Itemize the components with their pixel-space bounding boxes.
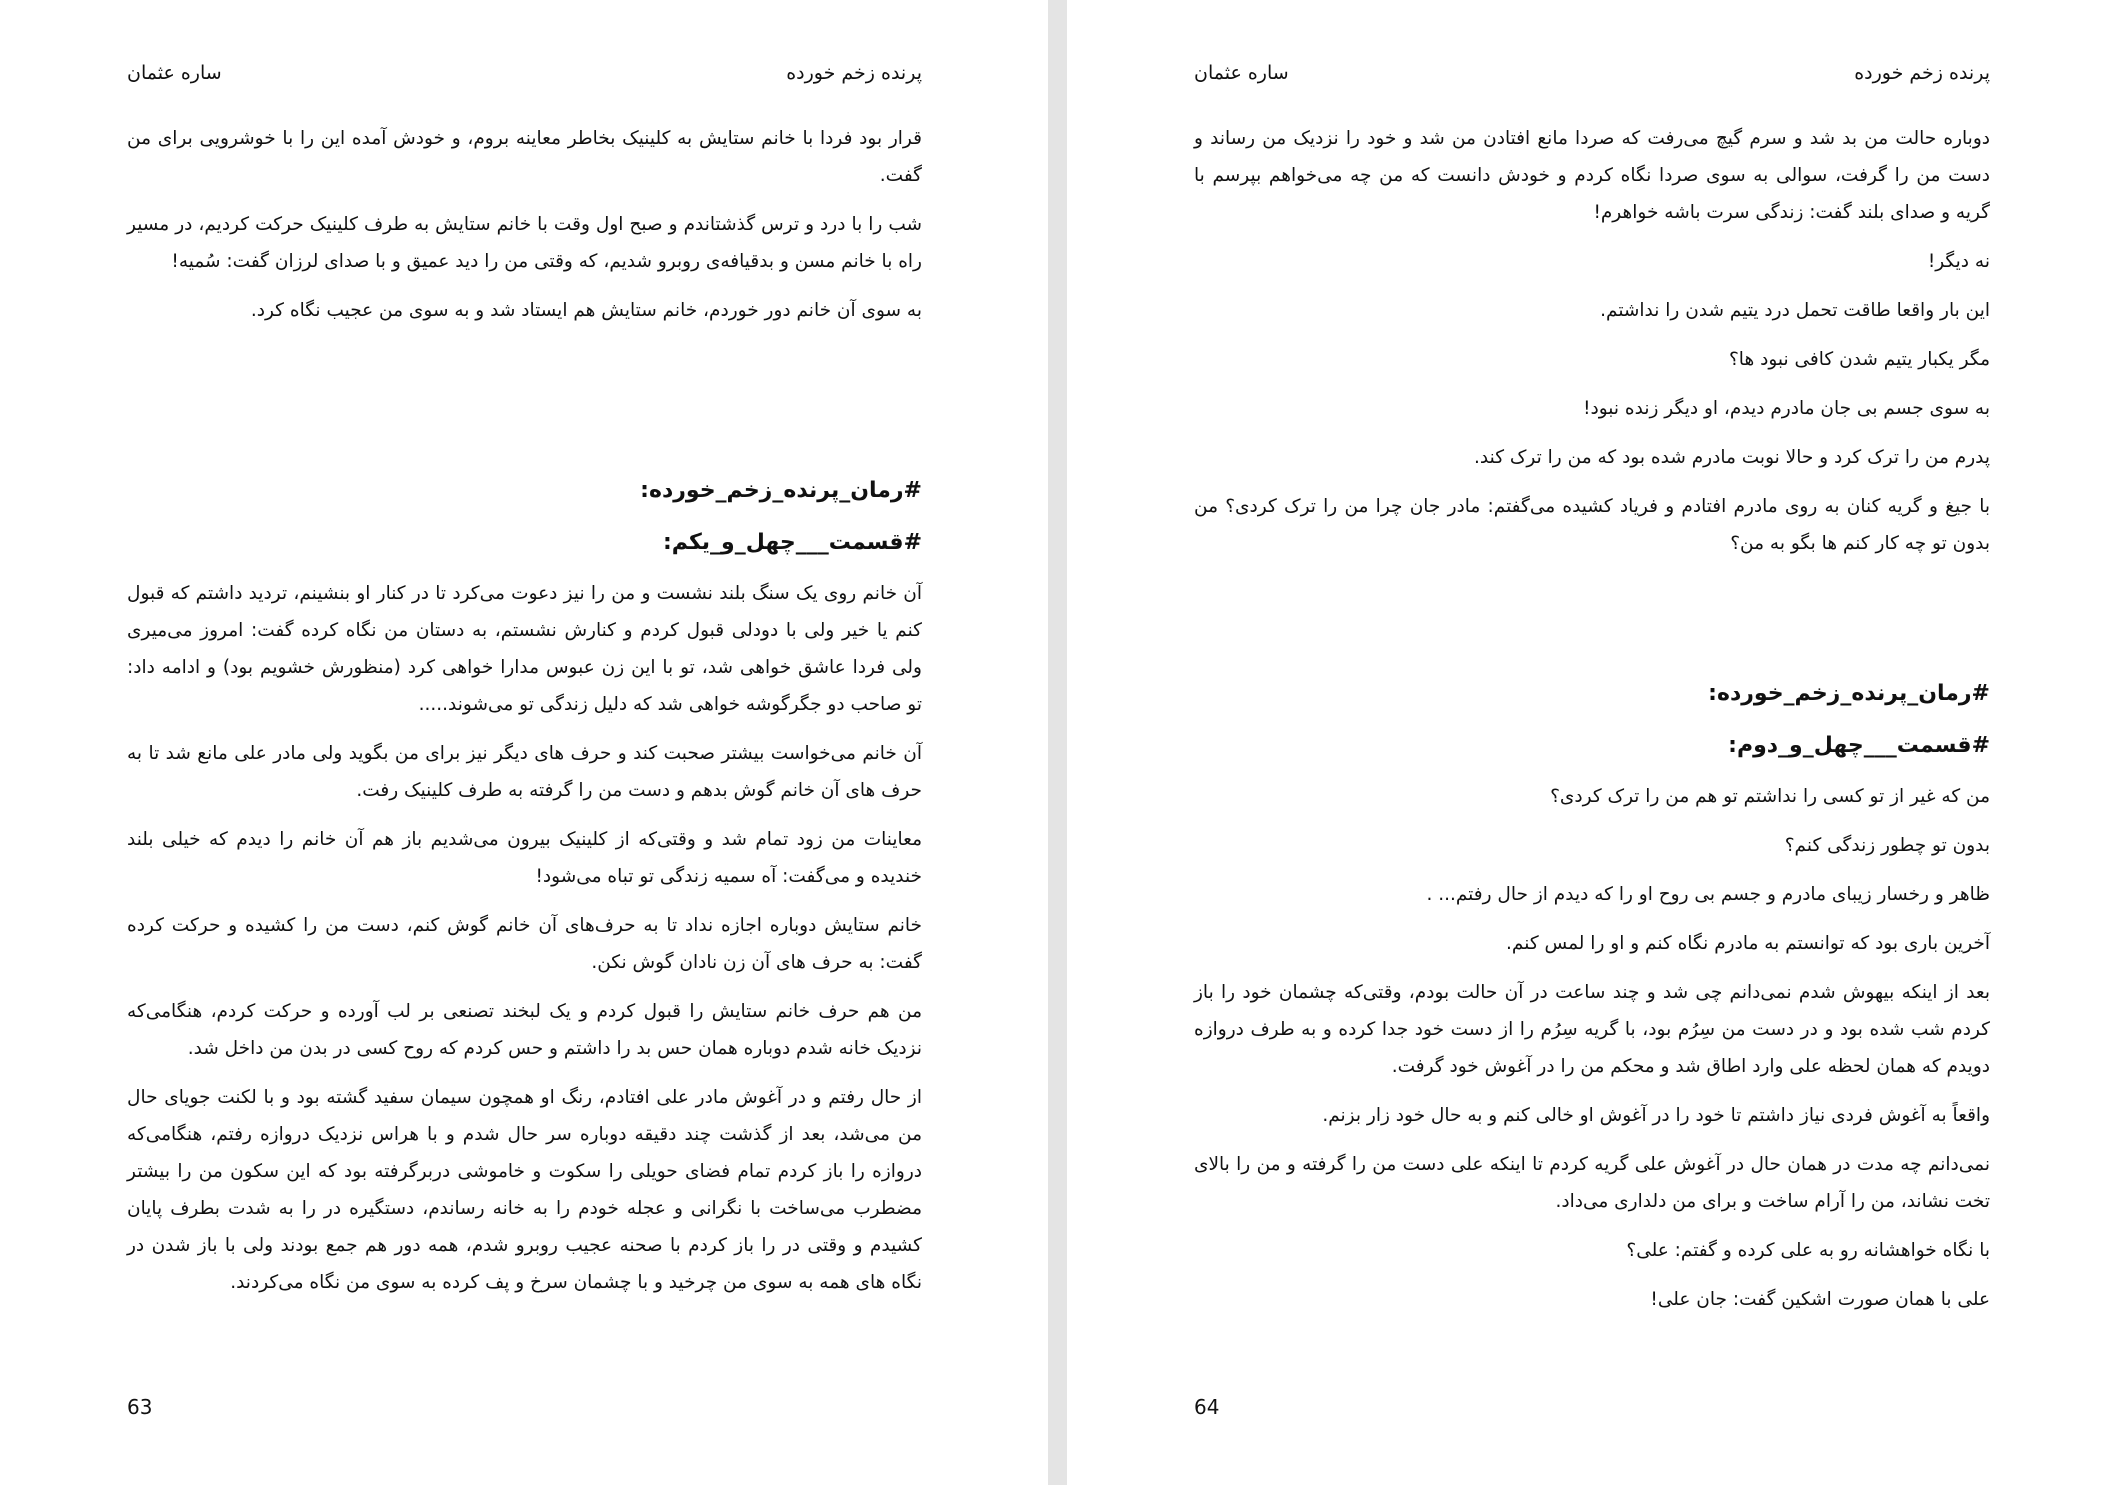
paragraph: آن خانم روی یک سنگ بلند نشست و من را نیز دعوت می‌کرد تا در کنار او بنشینم، تردید داشتم که قبول کنم یا خیر ولی با دودلی قبول کردم و کنارش نشستم، به دستان من نگاه کرده گفت: امروز می‌میری ولی فردا عاشق خواهی شد، تو با این زن عبوس مدارا خواهی کرد (منظورش خشویم بود) و ادامه داد: تو صاحب دو جگرگوشه خواهی شد که دلیل زندگی تو می‌شوند..... — [127, 583, 922, 715]
page-body — [127, 120, 922, 1313]
author-name: ساره عثمان — [1194, 62, 1289, 84]
book-title: پرنده زخم خورده — [1854, 62, 1990, 84]
paragraph: قرار بود فردا با خانم ستایش به کلینیک بخاطر معاینه بروم، و خودش آمده این را با خوشرویی برای من گفت. — [127, 128, 922, 186]
paragraph: بدون تو چطور زندگی کنم؟ — [1784, 835, 1990, 856]
paragraph: خانم ستایش دوباره اجازه نداد تا به حرف‌های آن خانم گوش کنم، دست من را کشیده و حرکت کرده گفت: به حرف های آن زن نادان گوش نکن. — [127, 915, 922, 973]
novel-heading: #رمان_پرنده_زخم_خورده: — [640, 478, 922, 503]
author-name: ساره عثمان — [127, 62, 222, 84]
paragraph: بعد از اینکه بیهوش شدم نمی‌دانم چی شد و چند ساعت در آن حالت بودم، وقتی‌که چشمان خود را باز کردم شب شده بود و در دست من سِرُم بود، با گریه سِرُم را از دست خود جدا کرده و به طرف دروازه دویدم که همان لحظه علی وارد اطاق شد و محکم من را در آغوش خود گرفت. — [1194, 982, 1990, 1077]
novel-heading: #رمان_پرنده_زخم_خورده: — [1708, 681, 1990, 706]
page-number: 64 — [1194, 1395, 1220, 1419]
page-left — [0, 0, 1048, 1485]
paragraph: به سوی جسم بی جان مادرم دیدم، او دیگر زنده نبود! — [1583, 398, 1990, 419]
paragraph: نمی‌دانم چه مدت در همان حال در آغوش علی گریه کردم تا اینکه علی دست من را گرفته و من را بالای تخت نشاند، من را آرام ساخت و برای من دلداری می‌داد. — [1194, 1154, 1990, 1212]
paragraph: از حال رفتم و در آغوش مادر علی افتادم، رنگ او همچون سیمان سفید گشته بود و با لکنت جویای حال من می‌شد، بعد از گذشت چند دقیقه دوباره سر حال شدم و با هراس نزدیک دروازه رفتم، هنگامی‌که دروازه را باز کردم تمام فضای حویلی را سکوت و خاموشی دربرگرفته بود که این سکون من را بیشتر مضطرب می‌ساخت با نگرانی و عجله خودم را به خانه رساندم، دستگیره در را به شدت بطرف پایان کشیدم و وقتی در را باز کردم با صحنه عجیب روبرو شدم، همه دور هم جمع بودند ولی با باز شدن در نگاه های همه به سوی من چرخید و با چشمان سرخ و پف کرده به سوی من نگاه می‌کردند. — [127, 1087, 922, 1293]
paragraph: واقعاً به آغوش فردی نیاز داشتم تا خود را در آغوش او خالی کنم و به حال خود زار بزنم. — [1322, 1105, 1990, 1126]
part-heading: #قسمت___چهل_و_یکم: — [662, 530, 922, 555]
paragraph: مگر یکبار یتیم شدن کافی نبود ها؟ — [1728, 349, 1990, 370]
paragraph: دوباره حالت من بد شد و سرم گیچ می‌رفت که صردا مانع افتادن من شد و خود را نزدیک من رساند و دست من را گرفت، سوالی به سوی صردا نگاه کردم و خودش دانست که من چه می‌خواهم بپرسم با گریه و صدای بلند گفت: زندگی سرت باشه خواهرم! — [1194, 128, 1990, 223]
page-number: 63 — [127, 1395, 153, 1419]
paragraph: با جیغ و گریه کنان به روی مادرم افتادم و فریاد کشیده می‌گفتم: مادر جان چرا من را ترک کردی؟ من بدون تو چه کار کنم ها بگو به من؟ — [1194, 496, 1990, 554]
paragraph: علی با همان صورت اشکین گفت: جان علی! — [1650, 1289, 1990, 1310]
paragraph: آخرین باری بود که توانستم به مادرم نگاه کنم و او را لمس کنم. — [1506, 933, 1990, 954]
part-heading: #قسمت___چهل_و_دوم: — [1728, 733, 1990, 758]
page-body — [1194, 120, 1990, 1330]
paragraph: این بار واقعا طاقت تحمل درد یتیم شدن را نداشتم. — [1600, 300, 1990, 321]
book-title: پرنده زخم خورده — [786, 62, 922, 84]
paragraph: من هم حرف خانم ستایش را قبول کردم و یک لبخند تصنعی بر لب آورده و حرکت کردم، هنگامی‌که نزدیک خانه شدم دوباره همان حس بد را داشتم و حس کردم که روح کسی در بدن من داخل شد. — [127, 1001, 922, 1059]
paragraph: با نگاه خواهشانه رو به علی کرده و گفتم: علی؟ — [1626, 1240, 1990, 1261]
paragraph: شب را با درد و ترس گذشتاندم و صبح اول وقت با خانم ستایش به طرف کلینیک حرکت کردیم، در مسیر راه با خانم مسن و بدقیافه‌ی روبرو شدیم، که وقتی من را دید عمیق و با صدای لرزان گفت: سُمیه! — [127, 214, 922, 272]
paragraph: ظاهر و رخسار زیبای مادرم و جسم بی روح او را که دیدم از حال رفتم... . — [1426, 884, 1990, 905]
page-gutter — [1048, 0, 1067, 1485]
paragraph: پدرم من را ترک کرد و حالا نوبت مادرم شده بود که من را ترک کند. — [1474, 447, 1990, 468]
page-right — [1067, 0, 2116, 1485]
paragraph: معاینات من زود تمام شد و وقتی‌که از کلینیک بیرون می‌شدیم باز هم آن خانم را دیدم که خیلی بلند خندیده و می‌گفت: آه سمیه زندگی تو تباه می‌شود! — [127, 829, 922, 887]
paragraph: آن خانم می‌خواست بیشتر صحبت کند و حرف های دیگر نیز برای من بگوید ولی مادر علی مانع شد تا به حرف های آن خانم گوش بدهم و دست من را گرفته به طرف کلینیک رفت. — [127, 743, 922, 801]
paragraph: من که غیر از تو کسی را نداشتم تو هم من را ترک کردی؟ — [1550, 786, 1990, 807]
paragraph: نه دیگر! — [1927, 251, 1990, 272]
paragraph: به سوی آن خانم دور خوردم، خانم ستایش هم ایستاد شد و به سوی من عجیب نگاه کرد. — [250, 300, 922, 321]
